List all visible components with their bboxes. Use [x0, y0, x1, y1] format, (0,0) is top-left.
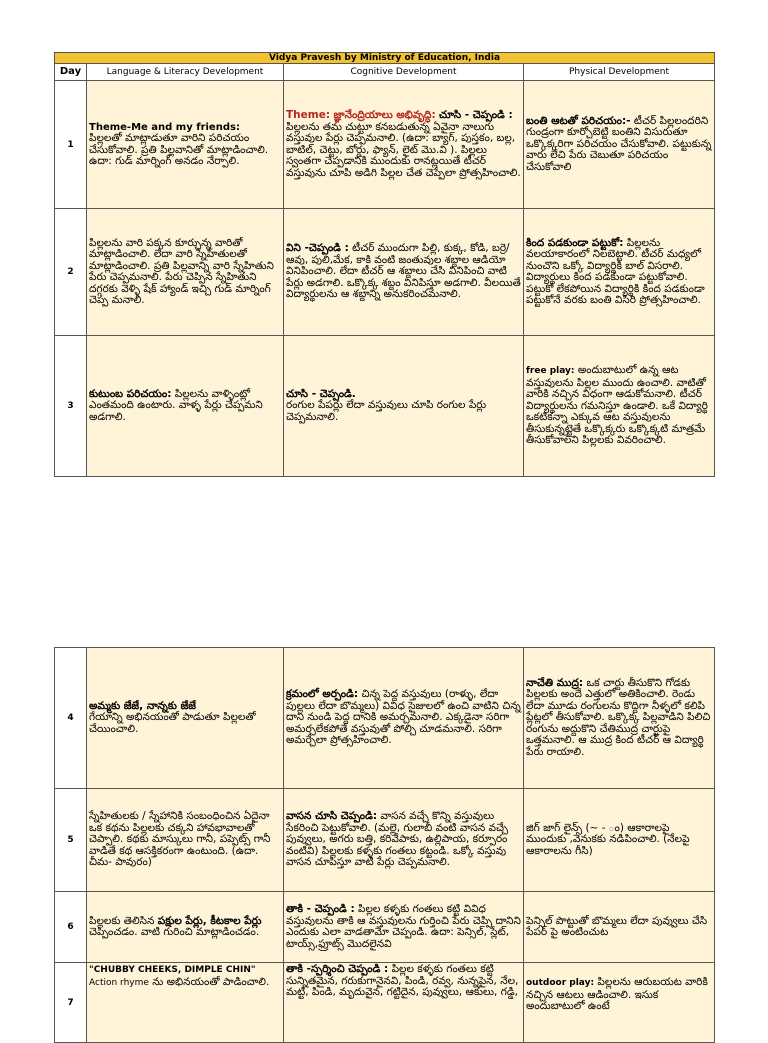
language-cell — [87, 209, 284, 336]
language-text: ను అభినయంతో పాడించాలి. — [152, 975, 270, 988]
table-row — [55, 81, 715, 209]
language-text: పిల్లలను వాళ్ళింట్లో ఎంతమంది ఉంటారు. వాళ్ళ పేర్లు చెప్పమని అడగాలి. — [89, 387, 263, 423]
language-cell — [87, 892, 284, 963]
table-row — [55, 336, 715, 477]
physical-cell — [524, 892, 715, 963]
physical-heading: free play: — [526, 366, 575, 377]
day-number: 3 — [55, 336, 87, 477]
physical-cell — [524, 648, 715, 789]
cognitive-cell — [284, 209, 524, 336]
day-number: 4 — [55, 648, 87, 789]
day-number: 7 — [55, 963, 87, 1043]
physical-text: పిల్లలను వలయాకారంలో నిలబెట్టాలి. టీచర్ మధ్యలో నుంచొని ఒక్కో విద్యార్థికి బాల్ విసరాలి. విద్యార్థులు కింద పడకుండా పట్టుకోవాలి. పట్టుకో లేకపోయిన విద్యార్థికి కింద పడకుండా పట్టుకోనే వరకు బంతి విసిరి ప్రోత్సహించాలి. — [526, 236, 705, 306]
language-text: స్నేహితులకు / స్నేహానికి సంబంధించిన ఏదైనా ఒక కథను పిల్లలకు చక్కని హావభావాలతో చెప్పాలి. కథకు మాస్కులు గానీ, పప్పెట్స్ గానీ వాడితే కథ ఆసక్తికరంగా ఉంటుంది. (ఉదా. చీమ- పావురం) — [89, 810, 271, 869]
day-number: 2 — [55, 209, 87, 336]
language-cell — [87, 81, 284, 209]
language-heading: కుటుంబ పరిచయం: — [89, 387, 172, 400]
physical-text: పెన్సిల్ పొట్టుతో బొమ్మలు లేదా పువ్వులు చేసి పేపర్ పై అంటించుట — [526, 914, 708, 938]
table-row — [55, 963, 715, 1043]
cognitive-heading: చూసి - చెప్పండి. — [286, 387, 356, 400]
day-number: 1 — [55, 81, 87, 209]
language-text: గేయాన్ని అభినయంతో పాడుతూ పిల్లలతో చేయించాలి. — [89, 711, 256, 735]
language-text-prefix: పిల్లలకు తెలిసిన — [89, 914, 155, 927]
physical-text: జిగ్ జాగ్ లైన్స్ (~ - ం) ఆకారాలపై ముందుకు ,వెనుకకు నడిపించాలి. (నేలపై ఆకారాలను గీసి) — [526, 821, 690, 857]
physical-text: పిల్లలను ఆరుబయట వారికి నచ్చిన ఆటలు ఆడించాలి. ఇసుక అందుబాటులో ఉంటే — [526, 976, 708, 1012]
language-text: పిల్లలను వారి పక్కన కూర్చున్న వారితో మాట్లాడించాలి. లేదా వారి స్నేహితులతో మాట్లాడించాలి. ప్రతి పిల్లవాన్ని వారి స్నేహితుని పేరు చెప్పమనాలి. పేరు చెప్పిన స్నేహితుని దగ్గరకు వెళ్ళి షేక్ హ్యాండ్ ఇచ్చి గుడ్ మార్నింగ్ చెప్ప మనాలి. — [89, 236, 274, 306]
cognitive-heading: వాసన చూసి చెప్పండి: — [286, 810, 378, 823]
cognitive-heading: క్రమంలో అర్పండి: — [286, 688, 359, 701]
table-title: Vidya Pravesh by Ministry of Education, India — [55, 53, 715, 64]
day-number: 5 — [55, 789, 87, 892]
language-heading: "CHUBBY CHEEKS, DIMPLE CHIN" — [89, 965, 256, 975]
language-cell — [87, 336, 284, 477]
cognitive-heading: విని -చెప్పండి : — [286, 242, 349, 255]
cognitive-heading: చూసి - చెప్పండి : — [439, 109, 513, 121]
header-day: Day — [55, 64, 87, 81]
physical-text: అందుబాటులో ఉన్న ఆట వస్తువులను పిల్లల ముందు ఉంచాలి. వాటితో వారికి నచ్చిన విధంగా ఆడుకోమనాలి. టీచర్ విద్యార్థులను గమనిస్తూ ఉండాలి. ఒకే విద్యార్థి ఒకటికన్నా ఎక్కువ ఆట వస్తువులను తీసుకున్నట్టైతే ఒక్కొక్కరు ఒక్కొక్కటి మాత్రమే తీసుకోవాలని పిల్లలకు వివరించాలి. — [526, 364, 708, 447]
physical-cell — [524, 81, 715, 209]
cognitive-text: రంగుల పేపర్లు లేదా వస్తువులు చూపి రంగుల పేర్లు చెప్పమనాలి. — [286, 399, 487, 423]
activity-table-top — [54, 52, 715, 477]
day-number: 6 — [55, 892, 87, 963]
physical-cell — [524, 336, 715, 477]
cognitive-cell — [284, 648, 524, 789]
physical-heading: outdoor play: — [526, 978, 595, 988]
cognitive-text: చిన్న పెద్ద వస్తువులు (రాళ్ళు, లేదా పుల్లలు లేదా బొమ్మలు) వివిధ సైజులలో ఉంచి వాటిని చిన్న దాని నుండి పెద్ద దానికి అమర్చమనాలి. ఎక్కడైనా సరిగా అమర్చలేకపోతే వస్తువుతో పోల్చి చూడమనాలి. సరిగా అమర్చేలా ప్రోత్సహించాలి. — [286, 688, 521, 747]
cognitive-heading: తాకి -స్పర్శించి చెప్పండి : — [286, 963, 389, 975]
cognitive-cell — [284, 892, 524, 963]
cognitive-text: టీచర్ ముందుగా పిల్లి, కుక్క, కోడి, బర్రె/ఆవు, పులి,మేక, కాకి వంటి జంతువుల శబ్దాల ఆడియో వినిపించాలి. లేదా టీచర్ ఆ శబ్దాలు చేసి వినిపించి వాటి పేర్లు అడగాలి. ఒక్కొక్క శబ్దం వినిపిస్తూ అడగాలి. వీలయితే విద్యార్థులను ఆ శబ్దాన్ని అనుకరించమనాలి. — [286, 242, 521, 301]
cognitive-cell — [284, 963, 524, 1043]
physical-cell — [524, 789, 715, 892]
table-row — [55, 789, 715, 892]
language-text: చెప్పించడం. వాటి గురించి మాట్లాడించడం. — [89, 926, 260, 938]
cognitive-text: వాసన వచ్చే కొన్ని వస్తువులు సేకరించి పెట్టుకోవాలి. (మల్లె, గులాబీ వంటి వాసన వచ్చే పువ్వులు, అగరు బత్తి, కరివేపాకు, ఉల్లిపాయ, కర్పూరం వంటివి) పిల్లలకు కళ్ళకు గంతలు కట్టండి. ఒక్కో వస్తువు వాసన చూపిస్తూ వాటి పేర్లు చెప్పమనాలి. — [286, 810, 509, 869]
table-row — [55, 648, 715, 789]
language-cell — [87, 789, 284, 892]
cognitive-cell — [284, 336, 524, 477]
cognitive-cell — [284, 81, 524, 209]
language-heading: పక్షుల పేర్లు, కీటకాల పేర్లు — [157, 914, 262, 927]
physical-text: టీచర్ పిల్లలందరిని గుండ్రంగా కూర్చోబెట్టి బంతిని విసురుతూ ఒక్కొక్కరిగా పరిచయం చేసుకోవాలి. పట్టుకున్న వారు లేచి పేరు చెబుతూ పరిచయం చేసుకోవాలి — [526, 114, 712, 173]
language-cell — [87, 963, 284, 1043]
header-language: Language & Literacy Development — [87, 64, 284, 81]
language-heading: Theme-Me and my friends: — [89, 121, 240, 133]
physical-text: ఒక చార్టు తీసుకొని గోడకు పిల్లలకు అందే ఎత్తులో అతికించాలి. రెండు లేదా మూడు రంగులను కొద్దిగా నీళ్ళలో కలిపి ప్లేట్లలో తీసుకోవాలి. ఒక్కొక్క పిల్లవాడిని పిలిచి రంగును అద్దుకొని చేతిముద్ర చార్టుపై ఒత్తమనాలి. ఆ ముద్ర కింద టీచర్ ఆ విద్యార్థి పేరు రాయాలి. — [526, 676, 711, 758]
cognitive-text: పిల్లల కళ్ళకు గంతలు కట్టి వివిధ వస్తువులను తాకి ఆ వస్తువులను గుర్తించి పేరు చెప్పి దానిని ఎందుకు ఎలా వాడతామో చెప్పండి. ఉదా: పెన్సిల్, స్లేట్, టాయ్స్,ఫ్రూట్స్ మొదలైనవి — [286, 903, 521, 950]
language-text: పిల్లలతో మాట్లాడుతూ వారిని పరిచయం చేసుకోవాలి. ప్రతి పిల్లవానితో మాట్లాడించాలి. ఉదా: గుడ్ మార్నింగ్ అనడం నేర్పాలి. — [89, 132, 269, 167]
table-row — [55, 209, 715, 336]
physical-heading: కింద పడకుండా పట్టుకో: — [526, 236, 624, 249]
cognitive-heading: తాకి - చెప్పండి : — [286, 903, 355, 915]
header-physical: Physical Development — [524, 64, 715, 81]
cognitive-text: పిల్లల కళ్ళకు గంతలు కట్టి సున్నితమైన, గరుకుగానైనవి, పిండి, రవ్వ, నున్నపైన, నేల, మట్టి, పిండి, మృదువైన, గట్టిదైన, పువ్వులు, ఆకులు, గడ్డి, — [286, 963, 519, 998]
physical-heading: నాచేతి ముద్ర: — [526, 676, 584, 689]
activity-table-bottom — [54, 647, 715, 1043]
language-cell — [87, 648, 284, 789]
cognitive-theme: Theme: జ్ఞానేంద్రియాలు అభివృద్ధి: — [286, 109, 436, 121]
language-english-text: Action rhyme — [89, 977, 149, 988]
table-row — [55, 892, 715, 963]
cognitive-cell — [284, 789, 524, 892]
cognitive-text: పిల్లలను తమ చుట్టూ కనబడుతున్న ఏవైనా నాలుగు వస్తువుల పేర్లు చెప్పమనాలి. (ఉదా: బ్యాగ్, పుస్తకం, బల్ల, బాటిల్, చెట్టు, బోర్డు, ఫ్యాన్, లైట్ మొ.వి ). పిల్లలు స్వంతగా చెప్పడానికి ముందుకు రానట్లయితే టీచర్ వస్తువును చూపి అడిగి పిల్లల చేత చెప్పేలా ప్రోత్సహించాలి. — [286, 120, 521, 179]
physical-cell — [524, 963, 715, 1043]
physical-heading: బంతి ఆటతో పరిచయం:- — [526, 114, 631, 127]
header-cognitive: Cognitive Development — [284, 64, 524, 81]
physical-cell — [524, 209, 715, 336]
language-heading: అమ్మకు జేజే, నాన్నకు జేజే — [89, 699, 196, 712]
